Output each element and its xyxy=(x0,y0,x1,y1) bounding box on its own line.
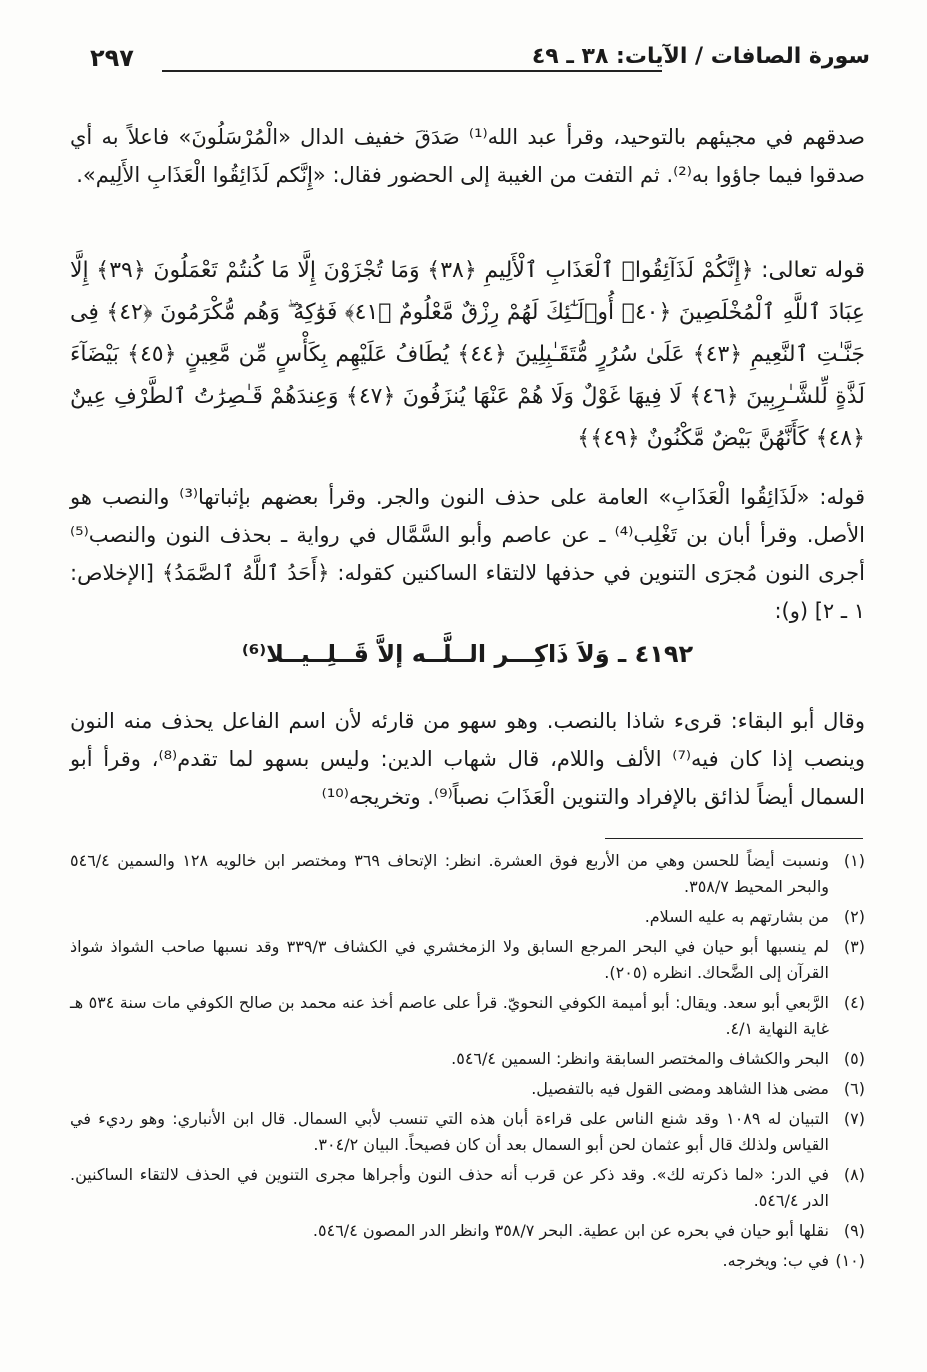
poetry-verse-heading: ٤١٩٢ ـ وَلاَ ذَاكِـــر الــلَّــه إلاَّ قَــلِــيــلا⁽⁶⁾ xyxy=(241,640,694,668)
footnote-number: (٩) xyxy=(843,1221,865,1240)
footnote-number: (٥) xyxy=(843,1049,865,1068)
footnote-separator xyxy=(605,838,863,839)
footnote-number: (٢) xyxy=(843,907,865,926)
footnote-number: (٨) xyxy=(843,1165,865,1184)
footnote-number: (٣) xyxy=(843,937,865,956)
footnote-number: (٤) xyxy=(843,993,865,1012)
running-title: سورة الصافات / الآيات: ٣٨ ـ ٤٩ xyxy=(531,44,870,69)
paragraph-commentary: قوله: «لَذَائِقُوا الْعَذَابِ» العامة على حذف النون والجر. وقرأ بعضهم بإثباتها⁽³⁾ والنصب هو الأصل. وقرأ أبان بن تَغْلِب⁽⁴⁾ ـ عن عاصم وأبو السَّمَّال في رواية ـ بحذف النون والنصب⁽⁵⁾ أجرى النون مُجرَى التنوين في حذفها لالتقاء الساكنين كقوله: ﴿أَحَدُ ٱللَّهُ ٱلصَّمَدُ﴾ [الإخلاص: ١ ـ ٢] (و): xyxy=(70,485,866,623)
footnotes-list xyxy=(70,848,865,1278)
quran-verses-block: قوله تعالى: ﴿إِنَّكُمْ لَذَآئِقُوا۟ ٱلْعَذَابِ ٱلْأَلِيمِ ﴿٣٨﴾ وَمَا تُجْزَوْنَ إِلَّا مَا كُنتُمْ تَعْمَلُونَ ﴿٣٩﴾ إِلَّا عِبَادَ ٱللَّهِ ٱلْمُخْلَصِينَ ﴿٤٠﴾ أُو۟لَـٰٓئِكَ لَهُمْ رِزْقٌ مَّعْلُومٌ ﴿٤١﴾ فَوَٰكِهُ ۖ وَهُم مُّكْرَمُونَ ﴿٤٢﴾ فِى جَنَّـٰتِ ٱلنَّعِيمِ ﴿٤٣﴾ عَلَىٰ سُرُرٍ مُّتَقَـٰبِلِينَ ﴿٤٤﴾ يُطَافُ عَلَيْهِم بِكَأْسٍ مِّن مَّعِينٍ ﴿٤٥﴾ بَيْضَآءَ لَذَّةٍ لِّلشَّـٰرِبِينَ ﴿٤٦﴾ لَا فِيهَا غَوْلٌ وَلَا هُمْ عَنْهَا يُنزَفُونَ ﴿٤٧﴾ وَعِندَهُمْ قَـٰصِرَٰتُ ٱلطَّرْفِ عِينٌ ﴿٤٨﴾ كَأَنَّهُنَّ بَيْضٌ مَّكْنُونٌ ﴿٤٩﴾﴾ xyxy=(70,258,865,451)
footnote-text: من بشارتهم به عليه السلام. xyxy=(644,907,829,926)
footnote-number: (٦) xyxy=(843,1079,865,1098)
paragraph-abu-albaqa: وقال أبو البقاء: قرىء شاذا بالنصب. وهو سهو من قارئه لأن اسم الفاعل يحذف منه النون وينصب إذا كان فيه⁽⁷⁾ الألف واللام، قال شهاب الدين: وليس بسهو لما تقدم⁽⁸⁾، وقرأ أبو السمال أيضاً لذائق بالإفراد والتنوين الْعَذَابَ نصباً⁽⁹⁾. وتخريجه⁽¹⁰⁾ xyxy=(70,709,866,809)
footnote-text: البحر والكشاف والمختصر السابقة وانظر: السمين ٥٤٦/٤. xyxy=(451,1049,829,1068)
footnote xyxy=(70,1218,865,1244)
footnote-number: (١٠) xyxy=(835,1251,865,1270)
footnote xyxy=(70,848,865,900)
footnote xyxy=(70,990,865,1042)
page-number: ٢٩٧ xyxy=(90,44,134,72)
footnote-text: لم ينسبها أبو حيان في البحر المرجع السابق ولا الزمخشري في الكشاف ٣٣٩/٣ وقد نسبها صاحب الشواذ شواذ القرآن إلى الضَّحاك. انظره (٢٠٥). xyxy=(70,937,829,982)
header-rule xyxy=(162,70,662,72)
footnote xyxy=(70,904,865,930)
footnote xyxy=(70,1248,865,1274)
footnote xyxy=(70,1106,865,1158)
footnote-text: الرَّبعي أبو سعد. ويقال: أبو أميمة الكوفي النحويّ. قرأ على عاصم أخذ عنه محمد بن صالح الكوفي مات سنة ٥٣٤ هـ غاية النهاية ٤/١. xyxy=(70,993,829,1038)
footnote-number: (١) xyxy=(843,851,865,870)
footnote-text: نقلها أبو حيان في بحره عن ابن عطية. البحر ٣٥٨/٧ وانظر الدر المصون ٥٤٦/٤. xyxy=(312,1221,829,1240)
footnote-text: في ب: ويخرجه. xyxy=(722,1251,829,1270)
footnote-text: في الدر: «لما ذكرته لك». وقد ذكر عن قرب أنه حذف النون وأجراها مجرى التنوين في الحذف لالتقاء الساكنين. الدر ٥٤٦/٤. xyxy=(70,1165,829,1210)
footnote xyxy=(70,1162,865,1214)
footnote-text: التبيان له ١٠٨٩ وقد شنع الناس على قراءة أبان هذه التي تنسب لأبي السمال. قال ابن الأنباري: وهو رديء في القياس ولذلك قال أبو عثمان لحن أبو السمال بعد أن كان فصيحاً. البيان ٣٠٤/٢. xyxy=(70,1109,829,1154)
page-header xyxy=(90,44,870,84)
footnote xyxy=(70,934,865,986)
paragraph-intro: صدقهم في مجيئهم بالتوحيد، وقرأ عبد الله⁽¹⁾ صَدَقَ خفيف الدال «الْمُرْسَلُونَ» فاعلاً به أي صدقوا فيما جاؤوا به⁽²⁾. ثم التفت من الغيبة إلى الحضور فقال: «إِنَّكم لَذَائِقُوا الْعَذَابِ الأَلِيم». xyxy=(70,125,865,187)
footnote xyxy=(70,1076,865,1102)
footnote-text: مضى هذا الشاهد ومضى القول فيه بالتفصيل. xyxy=(531,1079,829,1098)
footnote-number: (٧) xyxy=(843,1109,865,1128)
footnote xyxy=(70,1046,865,1072)
footnote-text: ونسبت أيضاً للحسن وهي من الأربع فوق العشرة. انظر: الإتحاف ٣٦٩ ومختصر ابن خالويه ١٢٨ والسمين ٥٤٦/٤ والبحر المحيط ٣٥٨/٧. xyxy=(70,851,829,896)
